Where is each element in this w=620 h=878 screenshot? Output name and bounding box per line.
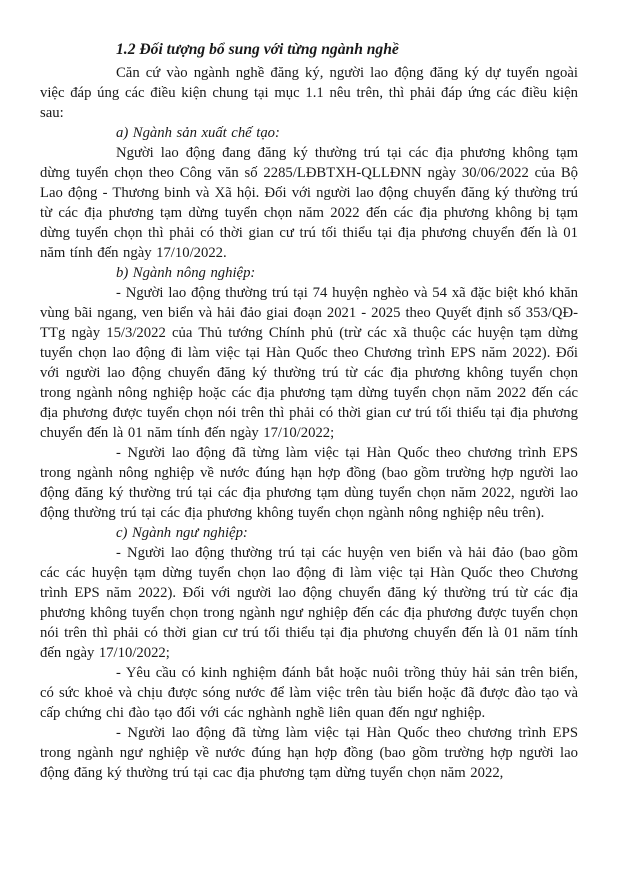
subheading-fishery: c) Ngành ngư nghiệp: — [116, 525, 248, 541]
paragraph-agriculture-1: - Người lao động thường trú tại 74 huyện nghèo và 54 xã đặc biệt khó khăn vùng bãi ngang, ven biển và hải đảo giai đoạn 2021 - 2025 theo Quyết định số 353/QĐ-TTg ngày 15/3/2022 của Thủ tướng Chính phủ (trừ các xã thuộc các huyện tạm dừng tuyển chọn lao động đi làm việc tại Hàn Quốc theo Chương trình EPS năm 2022). Đối với người lao động chuyển đăng ký thường trú từ các địa phương không tuyển chọn trong ngành nông nghiệp hoặc các địa phương tạm dừng tuyển chọn năm 2022 đến các địa phương được tuyển chọn nói trên thì phải có thời gian cư trú tối thiểu tại địa phương chuyển đến là 01 năm tính đến ngày 17/10/2022; — [40, 285, 578, 441]
paragraph-fishery-1: - Người lao động thường trú tại các huyện ven biển và hải đảo (bao gồm các các huyện tạm dừng tuyển chọn lao động đi làm việc tại Hàn Quốc theo Chương trình EPS năm 2022). Đối với người lao động chuyển đăng ký thường trú từ các địa phương không tuyển chọn trong ngành ngư nghiệp đến các địa phương được tuyển chọn nói trên thì phải có thời gian cư trú tối thiểu tại địa phương chuyển đến là 01 năm tính đến ngày 17/10/2022; — [40, 545, 578, 661]
subheading-manufacturing: a) Ngành sản xuất chế tạo: — [116, 125, 280, 141]
paragraph-fishery-3: - Người lao động đã từng làm việc tại Hàn Quốc theo chương trình EPS trong ngành ngư nghiệp về nước đúng hạn hợp đồng (bao gồm trường hợp người lao động đăng ký thường trú tại cac địa phương tạm dừng tuyển chọn năm 2022, — [40, 725, 578, 781]
paragraph-fishery-2: - Yêu cầu có kinh nghiệm đánh bắt hoặc nuôi trồng thủy hải sản trên biển, có sức khoẻ và chịu được sóng nước để làm việc trên tàu biển hoặc đã được đào tạo và cấp chứng chi đào tạo đối với các nghành nghề liên quan đến ngư nghiệp. — [40, 665, 578, 721]
intro-paragraph: Căn cứ vào ngành nghề đăng ký, người lao động đăng ký dự tuyển ngoài việc đáp úng các điều kiện chung tại mục 1.1 nêu trên, thì phải đáp ứng các điều kiện sau: — [40, 65, 578, 121]
paragraph-agriculture-2: - Người lao động đã từng làm việc tại Hàn Quốc theo chương trình EPS trong ngành nông nghiệp về nước đúng hạn hợp đồng (bao gồm trường hợp người lao động đăng ký thường trú tại các địa phương tạm dùng tuyển chọn năm 2022, người lao động thường trú tại các địa phương không tuyển chọn ngành nông nghiệp nêu trên). — [40, 445, 578, 521]
paragraph-manufacturing-1: Người lao động đang đăng ký thường trú tại các địa phương không tạm dừng tuyển chọn theo Công văn số 2285/LĐBTXH-QLLĐNN ngày 30/06/2022 của Bộ Lao động - Thương binh và Xã hội. Đối với người lao động chuyển đăng ký thường trú từ các địa phương tạm dừng tuyển chọn năm 2022 đến các địa phương không bị tạm dừng tuyển chọn thì phải có thời gian cư trú tối thiểu tại địa phương chuyển đến là 01 năm tính đến ngày 17/10/2022. — [40, 145, 578, 261]
subheading-agriculture: b) Ngành nông nghiệp: — [116, 265, 256, 281]
section-heading: 1.2 Đối tượng bổ sung với từng ngành nghề — [116, 41, 399, 58]
